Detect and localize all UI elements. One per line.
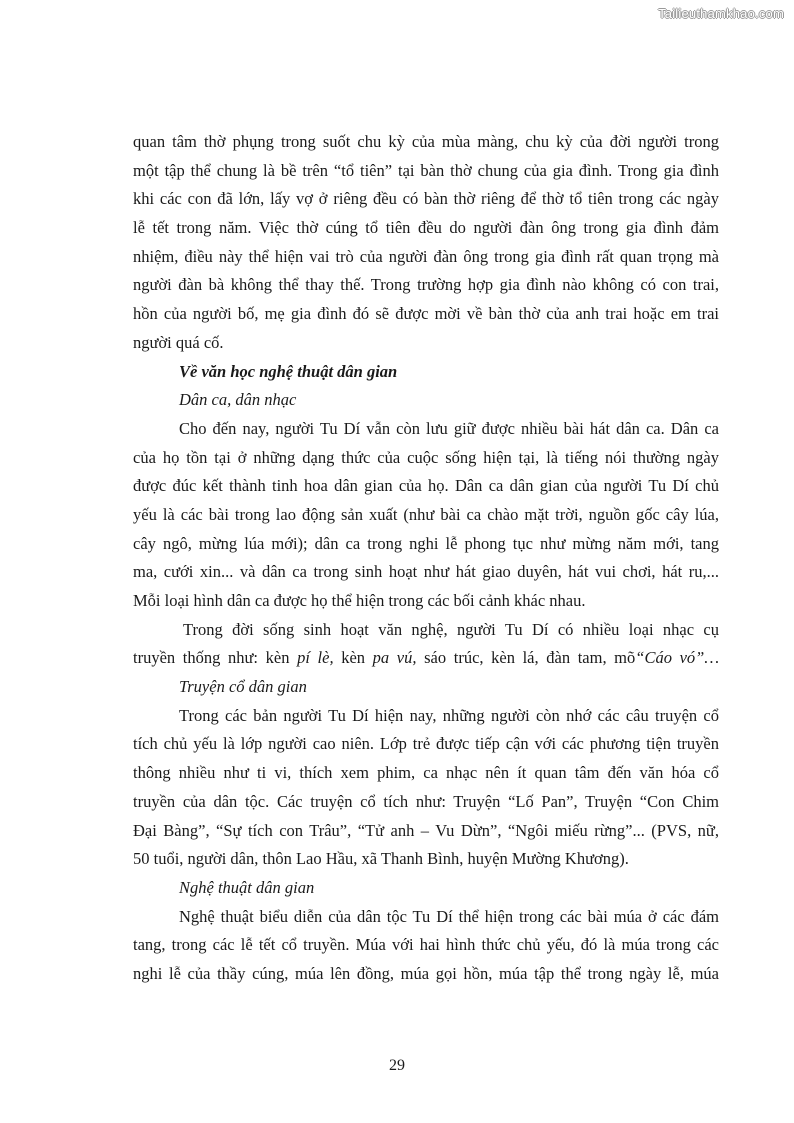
paragraph-folk-tales (133, 702, 719, 874)
text-line: tang, trong các lễ tết cổ truyền. Múa với hai hình thức chủ yếu, đó là múa trong các (133, 935, 719, 955)
text-line: Mỗi loại hình dân ca được họ thể hiện trong các bối cảnh khác nhau. (133, 591, 586, 610)
text-line-instruments (133, 644, 719, 673)
paragraph-ancestor-worship (133, 128, 719, 358)
text-line: Đại Bàng”, “Sự tích con Trâu”, “Tử anh – Vu Dừn”, “Ngôi miếu rừng”... (PVS, nữ, (133, 820, 719, 840)
instrument-name: pa vú, (372, 648, 417, 668)
page-body (133, 128, 719, 989)
instrument-name: “Cáo vó”… (635, 648, 720, 668)
text-line: người quá cố. (133, 332, 224, 352)
text-line: thông nhiều như ti vi, thích xem phim, ca nhạc nên ít quan tâm đến văn hóa cổ (133, 763, 719, 783)
text-run: sáo trúc, kèn lá, đàn tam, mõ (416, 648, 636, 668)
text-line: quan tâm thờ phụng trong suốt chu kỳ của mùa màng, chu kỳ của đời người trong (133, 132, 719, 151)
text-line: được đúc kết thành tinh hoa dân gian của họ. Dân ca dân gian của người Tu Dí chủ (133, 476, 719, 496)
text-line: 50 tuổi, người dân, thôn Lao Hầu, xã Thanh Bình, huyện Mường Khương). (133, 849, 629, 869)
text-line: Cho đến nay, người Tu Dí vẫn còn lưu giữ được nhiều bài hát dân ca. Dân ca (179, 418, 719, 438)
watermark: Tailieuthamkhao.com (658, 6, 784, 21)
text-line: nghi lễ của thầy cúng, múa lên đồng, múa gọi hồn, múa tập thể trong ngày lễ, múa (133, 963, 719, 983)
text-line: một tập thể chung là bề trên “tổ tiên” tại bàn thờ chung của gia đình. Trong gia đình (133, 160, 719, 180)
page-number: 29 (389, 1057, 405, 1074)
text-line: cây ngô, mừng lúa mới); dân ca trong nghi lễ phong tục như mừng năm mới, tang (133, 533, 719, 553)
text-line: ma, cưới xin... và dân ca trong sinh hoạt như hát giao duyên, hát vui chơi, hát ru,... (133, 562, 719, 582)
text-line: hồn của người bố, mẹ gia đình đó sẽ được mời về bàn thờ của anh trai hoặc em trai (133, 304, 719, 324)
text-run: kèn (333, 648, 373, 668)
paragraph-folk-arts (133, 903, 719, 989)
text-line: yếu là các bài trong lao động sản xuất (như bài ca chào mặt trời, nguồn gốc cây lúa, (133, 504, 719, 524)
section-heading: Về văn học nghệ thuật dân gian (179, 361, 398, 381)
subsection-heading: Dân ca, dân nhạc (179, 390, 297, 410)
subsection-heading: Nghệ thuật dân gian (179, 877, 315, 897)
text-line: truyền của dân tộc. Các truyện cổ tích như: Truyện “Lố Pan”, Truyện “Con Chim (133, 791, 719, 811)
text-line: Trong các bản người Tu Dí hiện nay, những người còn nhớ các câu truyện cổ (179, 705, 719, 725)
instrument-name: pí lè, (297, 648, 334, 668)
text-line: của họ tồn tại ở những dạng thức của cuộc sống hiện tại, là tiếng nói thường ngày (133, 447, 719, 467)
text-line: Nghệ thuật biểu diễn của dân tộc Tu Dí thể hiện trong các bài múa ở các đám (179, 906, 719, 926)
subsection-heading: Truyện cổ dân gian (179, 677, 307, 697)
text-line: lễ tết trong năm. Việc thờ cúng tổ tiên đều do người đàn ông trong gia đình đảm (133, 218, 719, 238)
text-run: truyền thống như: kèn (133, 648, 298, 668)
text-line: tích chủ yếu là lớp người cao niên. Lớp trẻ được tiếp cận với các phương tiện truyền (133, 734, 719, 754)
text-line: người đàn bà không thể thay thế. Trong trường hợp gia đình nào không có con trai, (133, 275, 719, 295)
text-line: Trong đời sống sinh hoạt văn nghệ, người Tu Dí có nhiều loại nhạc cụ (183, 619, 719, 639)
text-line: nhiệm, điều này thể hiện vai trò của người đàn ông trong gia đình rất quan trọng mà (133, 246, 719, 266)
text-line: khi các con đã lớn, lấy vợ ở riêng đều có bàn thờ riêng để thờ tổ tiên trong các ngày (133, 189, 719, 209)
paragraph-folk-songs (133, 415, 719, 616)
paragraph-instruments (133, 616, 719, 673)
